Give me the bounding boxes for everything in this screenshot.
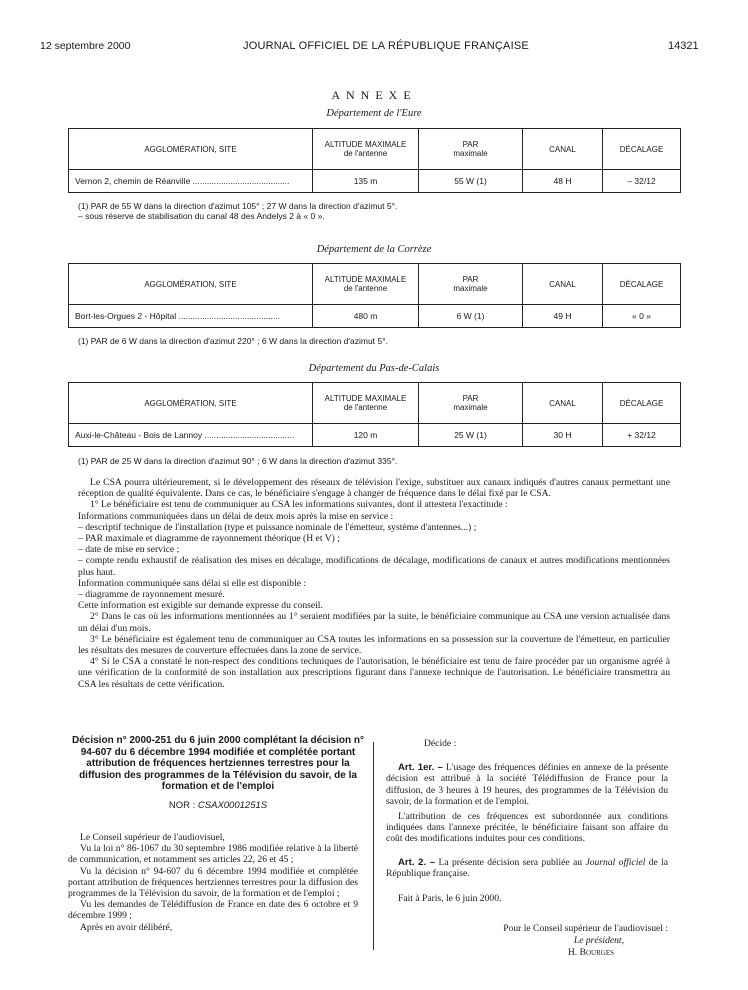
annex-conditions: [78, 477, 670, 690]
table-row: [69, 170, 681, 193]
paragraph: Vu la décision n° 94-607 du 6 décembre 1994 modifiée et complétée portant attribution de fréquences hertziennes terrestres pour la diffusion des programmes de la Télévision du savoir, de la formation et de l'emploi ;: [68, 865, 358, 900]
nor-code: CSAX0001251S: [197, 800, 268, 811]
cell-par: 55 W (1): [419, 170, 523, 193]
cell-canal: 48 H: [523, 170, 603, 193]
signature-date: Fait à Paris, le 6 juin 2000.: [398, 893, 502, 905]
paragraph: Informations communiquées dans un délai de deux mois après la mise en service :: [78, 510, 394, 522]
page-number: 14321: [668, 40, 699, 52]
table-row: [69, 424, 681, 447]
decision-articles: [386, 738, 668, 904]
department-title: Département de l'Eure: [326, 108, 422, 119]
header-date: 12 septembre 2000: [40, 40, 131, 52]
list-item: – PAR maximale et diagramme de rayonnement théorique (H et V) ;: [78, 533, 340, 545]
article-1: Art. 1er. – L'usage des fréquences définies en annexe de la présente décision est attribué à la société Télédiffusion de France pour la diffusion, de 3 heures à 19 heures, des programmes de la Télévision du savoir, de la formation et de l'emploi.: [386, 762, 668, 807]
table-note: (1) PAR de 6 W dans la direction d'azimut 220° ; 6 W dans la direction d'azimut 5°.: [78, 336, 388, 346]
cell-canal: 49 H: [523, 305, 603, 328]
article-2: Art. 2. – La présente décision sera publiée au Journal officiel de la République française.: [386, 856, 668, 879]
col-header-altitude: ALTITUDE MAXIMALE de l'antenne: [313, 383, 419, 424]
col-header-site: AGGLOMÉRATION, SITE: [69, 383, 313, 424]
table-note: – sous réserve de stabilisation du canal 48 des Andelys 2 à « 0 ».: [78, 211, 325, 221]
cell-par: 6 W (1): [419, 305, 523, 328]
col-header-canal: CANAL: [523, 264, 603, 305]
col-header-par: PAR maximale: [419, 383, 523, 424]
column-divider: [373, 742, 374, 950]
paragraph: Vu les demandes de Télédiffusion de France en date des 6 octobre et 9 décembre 1999 ;: [68, 899, 358, 922]
frequency-table: [68, 382, 681, 447]
col-header-altitude: ALTITUDE MAXIMALE de l'antenne: [313, 129, 419, 170]
list-item: – diagramme de rayonnement mesuré.: [78, 589, 225, 601]
col-header-decalage: DÉCALAGE: [603, 264, 681, 305]
paragraph: 1° Le bénéficiaire est tenu de communiquer au CSA les informations suivantes, dont il attestera l'exactitude :: [90, 499, 508, 511]
list-item: – date de mise en service ;: [78, 544, 180, 556]
paragraph: Cette information est exigible sur demande expresse du conseil.: [78, 600, 323, 612]
department-title: Département du Pas-de-Calais: [308, 363, 440, 374]
paragraph: Après en avoir délibéré,: [80, 921, 173, 933]
table-note: (1) PAR de 25 W dans la direction d'azimut 90° ; 6 W dans la direction d'azimut 335°.: [78, 456, 398, 466]
list-item: – descriptif technique de l'installation (type et puissance nominale de l'émetteur, système d'antennes...) ;: [78, 521, 477, 533]
frequency-table: [68, 128, 681, 193]
cell-site: Bort-les-Orgues 2 - Hôpital ...........................................: [69, 305, 313, 328]
col-header-altitude: ALTITUDE MAXIMALE de l'antenne: [313, 264, 419, 305]
nor-reference: NOR : CSAX0001251S: [168, 800, 268, 811]
cell-altitude: 120 m: [313, 424, 419, 447]
col-header-decalage: DÉCALAGE: [603, 383, 681, 424]
col-header-par: PAR maximale: [419, 129, 523, 170]
col-header-canal: CANAL: [523, 383, 603, 424]
frequency-table: [68, 263, 681, 328]
signature-name: H. Bourges: [567, 947, 614, 958]
col-header-decalage: DÉCALAGE: [603, 129, 681, 170]
table-note: (1) PAR de 55 W dans la direction d'azimut 105° ; 27 W dans la direction d'azimut 5°.: [78, 201, 398, 211]
paragraph: Le CSA pourra ultérieurement, si le développement des réseaux de télévision l'exige, substituer aux canaux indiqués d'autres canaux permettant une réception de qualité équivalente. Dans ce cas, le bénéficiaire s'engage à changer de fréquence dans le délai fixé par le CSA.: [78, 477, 670, 500]
list-item: – compte rendu exhaustif de réalisation des mises en décalage, modifications de décalage, modifications de canaux et autres modifications mentionnées plus haut.: [78, 555, 670, 578]
cell-canal: 30 H: [523, 424, 603, 447]
decide-label: Décide :: [424, 738, 457, 749]
signature-block: [386, 923, 668, 959]
paragraph: 3° Le bénéficiaire est également tenu de communiquer au CSA toutes les informations en sa possession sur la couverture de l'émetteur, en particulier les résultats des mesures de couverture effectuées dans la zone de service.: [78, 633, 670, 657]
cell-decalage: + 32/12: [603, 424, 681, 447]
table-row: [69, 305, 681, 328]
col-header-par: PAR maximale: [419, 264, 523, 305]
paragraph: 2° Dans le cas où les informations mentionnées au 1° seraient modifiées par la suite, le bénéficiaire communique au CSA une version actualisée dans un délai d'un mois.: [78, 611, 670, 634]
col-header-canal: CANAL: [523, 129, 603, 170]
col-header-site: AGGLOMÉRATION, SITE: [69, 129, 313, 170]
signature-role: Le président,: [573, 935, 624, 946]
paragraph: 4° Si le CSA a constaté le non-respect des conditions techniques de l'autorisation, le bénéficiaire est tenu de faire procéder par un organisme agréé à une vérification de la conformité de son installation aux prescriptions figurant dans l'annexe technique de l'autorisation. Le bénéficiaire transmettra au CSA les résultats de cette vérification.: [78, 656, 670, 690]
decision-preamble: [68, 832, 358, 933]
col-header-site: AGGLOMÉRATION, SITE: [69, 264, 313, 305]
cell-par: 25 W (1): [419, 424, 523, 447]
journal-title: JOURNAL OFFICIEL DE LA RÉPUBLIQUE FRANÇAISE: [243, 40, 529, 52]
cell-decalage: – 32/12: [603, 170, 681, 193]
annexe-title: ANNEXE: [331, 88, 417, 102]
paragraph: Le Conseil supérieur de l'audiovisuel,: [80, 832, 225, 843]
cell-site: Auxi-le-Château - Bois de Lannoy ......................................: [69, 424, 313, 447]
cell-altitude: 480 m: [313, 305, 419, 328]
paragraph: Information communiquée sans délai si elle est disponible :: [78, 577, 307, 589]
article-1-paragraph: L'attribution de ces fréquences est subordonnée aux conditions indiquées dans l'annexe précitée, le bénéficiaire faisant son affaire du coût des modifications induites pour ces conditions.: [386, 811, 668, 845]
department-title: Département de la Corrèze: [316, 244, 432, 255]
cell-decalage: « 0 »: [603, 305, 681, 328]
cell-altitude: 135 m: [313, 170, 419, 193]
paragraph: Vu la loi n° 86-1067 du 30 septembre 1986 modifiée relative à la liberté de communication, et notamment ses articles 22, 26 et 45 ;: [68, 843, 358, 866]
decision-title: Décision n° 2000-251 du 6 juin 2000 complétant la décision n° 94-607 du 6 décembre 1994 modifiée et complétée portant attribution de fréquences hertziennes terrestres pour la diffusion des programmes de la Télévision du savoir, de la formation et de l'emploi: [72, 735, 364, 792]
signature-line: Pour le Conseil supérieur de l'audiovisuel :: [503, 923, 668, 934]
cell-site: Vernon 2, chemin de Réanville .........................................: [69, 170, 313, 193]
